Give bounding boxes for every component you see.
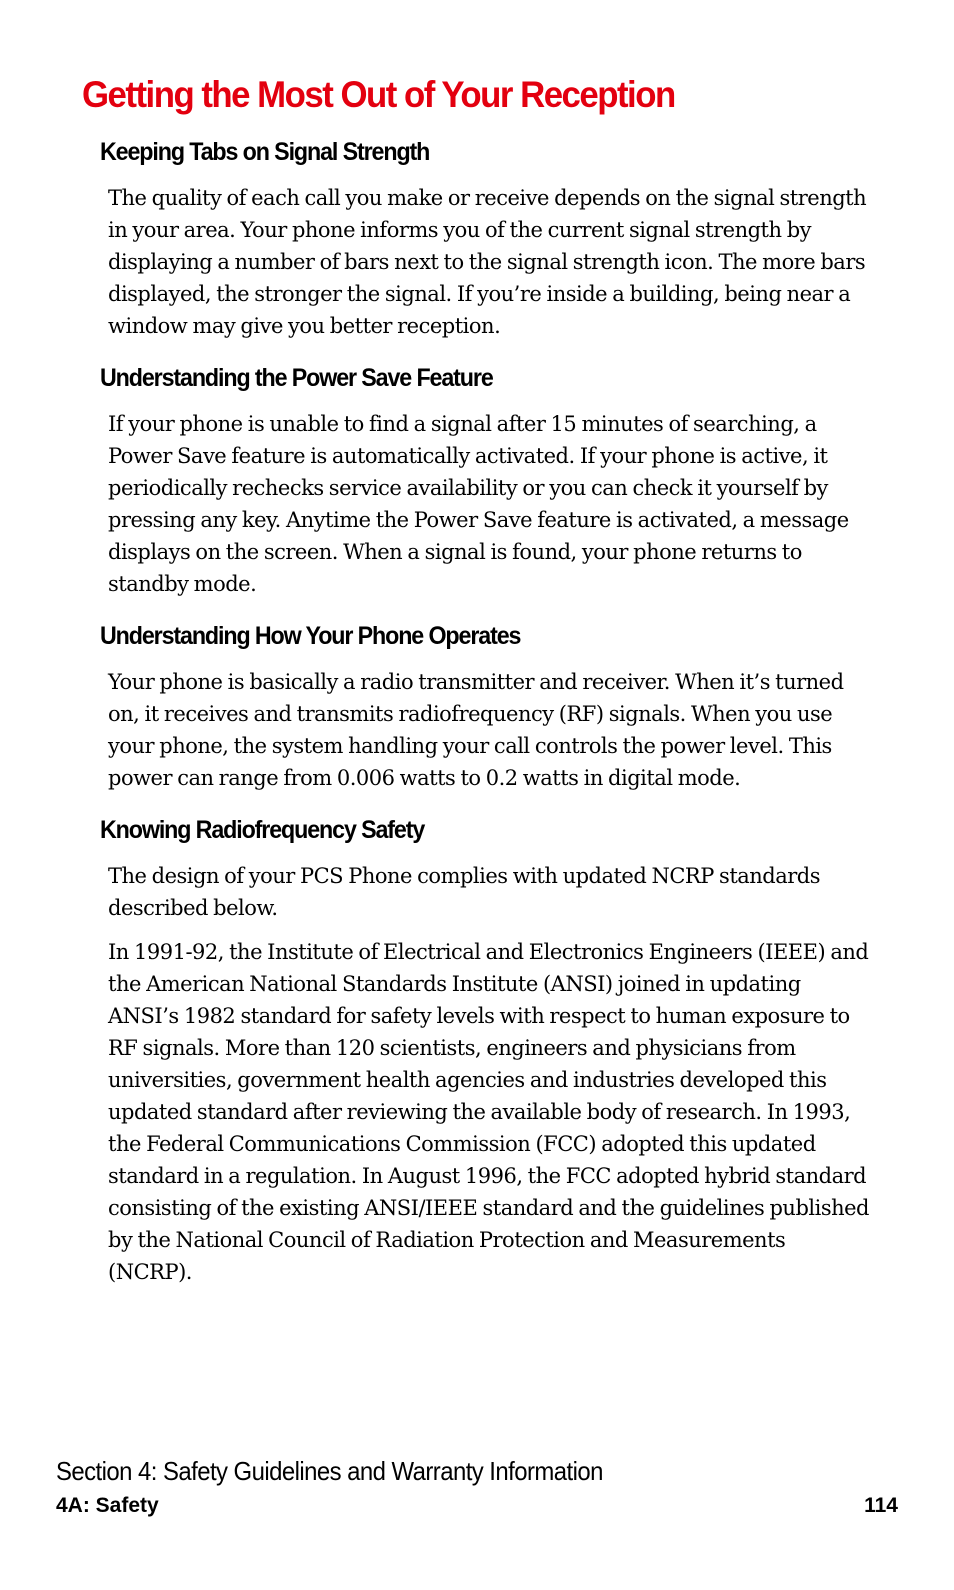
section-heading-phone-operates: Understanding How Your Phone Operates <box>100 622 521 650</box>
section-paragraph-rf-safety-intro: The design of your PCS Phone complies with updated NCRP standards described below. <box>108 864 821 920</box>
section-heading-signal-strength: Keeping Tabs on Signal Strength <box>100 138 430 166</box>
page-content <box>100 136 870 1288</box>
footer-chapter-label: 4A: Safety <box>56 1494 159 1517</box>
section-heading-rf-safety: Knowing Radiofrequency Safety <box>100 816 425 844</box>
footer-section-label: Section 4: Safety Guidelines and Warranty Information <box>56 1456 603 1486</box>
section-paragraph-signal-strength: The quality of each call you make or receive depends on the signal strength in your area. Your phone informs you of the current signal strength by displaying a number of bars next to the signal strength icon. The more bars displayed, the stronger the signal. If you’re inside a building, being near a window may give you better reception. <box>108 186 867 338</box>
footer-page-number: 114 <box>864 1494 898 1517</box>
section-paragraph-rf-safety-history: In 1991-92, the Institute of Electrical and Electronics Engineers (IEEE) and the American National Standards Institute (ANSI) joined in updating ANSI’s 1982 standard for safety levels with respect to human exposure to RF signals. More than 120 scientists, engineers and physicians from universities, government health agencies and industries developed this updated standard after reviewing the available body of research. In 1993, the Federal Communications Commission (FCC) adopted this updated standard in a regulation. In August 1996, the FCC adopted hybrid standard consisting of the existing ANSI/IEEE standard and the guidelines published by the National Council of Radiation Protection and Measurements (NCRP). <box>108 940 869 1284</box>
section-paragraph-phone-operates: Your phone is basically a radio transmitter and receiver. When it’s turned on, it receives and transmits radiofrequency (RF) signals. When you use your phone, the system handling your call controls the power level. This power can range from 0.006 watts to 0.2 watts in digital mode. <box>108 670 844 790</box>
page-title: Getting the Most Out of Your Reception <box>82 74 675 115</box>
section-heading-power-save: Understanding the Power Save Feature <box>100 364 493 392</box>
section-paragraph-power-save: If your phone is unable to find a signal after 15 minutes of searching, a Power Save feature is automatically activated. If your phone is active, it periodically rechecks service availability or you can check it yourself by pressing any key. Anytime the Power Save feature is activated, a message displays on the screen. When a signal is found, your phone returns to standby mode. <box>108 412 849 596</box>
